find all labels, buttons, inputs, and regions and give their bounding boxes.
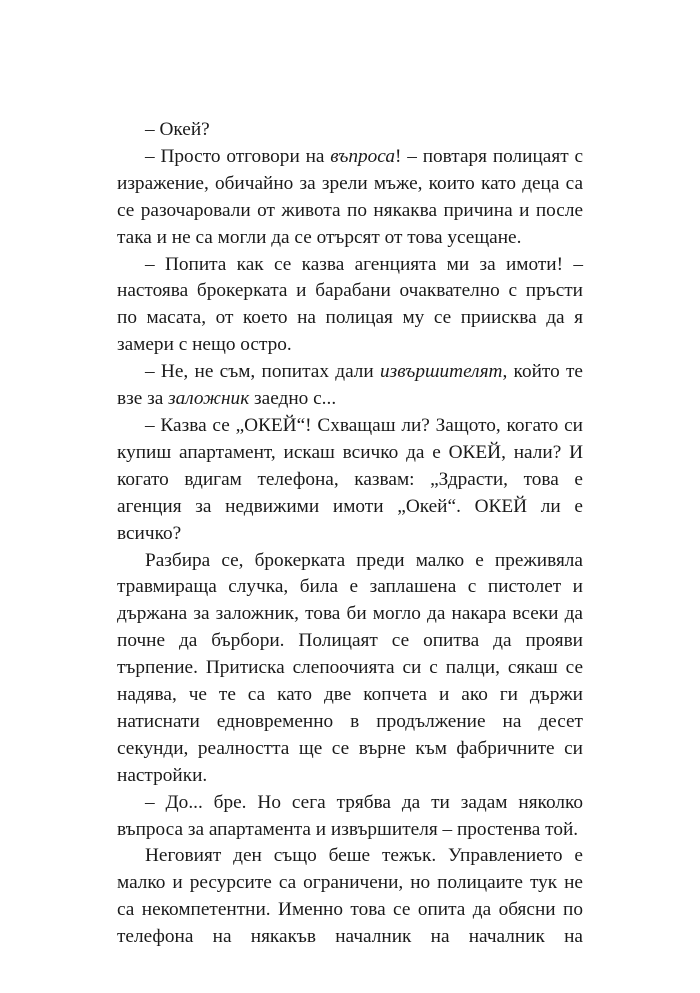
text-segment: – Казва се „ОКЕЙ“! Схващаш ли? Защото, когато си купиш апартамент, искаш всичко да е ОКЕЙ, нали? И когато вдигам телефона, казвам: „Здрасти, това е агенция за недвижими имоти „Окей“. ОКЕЙ ли е всичко?	[117, 414, 583, 544]
paragraph	[117, 359, 583, 413]
text-segment: – Окей?	[145, 119, 210, 140]
body-text	[117, 117, 583, 951]
text-segment: – Не, не съм, попитах дали	[145, 361, 381, 383]
paragraph-continued	[117, 843, 583, 951]
paragraph	[117, 252, 583, 360]
text-segment: – Попита как се казва агенцията ми за имоти! – настоява брокерката и барабани очаквателно с пръсти по масата, от което на полицая му се приисква да я замери с нещо остро.	[117, 253, 583, 356]
emphasis-text: въпроса	[330, 145, 396, 167]
paragraph	[117, 144, 583, 252]
text-segment: – До... бре. Но сега трябва да ти задам няколко въпроса за апартамента и извършителя – простенва той.	[117, 791, 583, 840]
text-segment: Неговият ден също беше тежък. Управлението е малко и ресурсите са ограничени, но полицаите тук не са некомпетентни. Именно това се опита да обясни по телефона на някакъв началник на началник на	[117, 845, 583, 948]
text-segment: Разбира се, брокерката преди малко е преживяла травмираща случка, била е заплашена с пистолет и държана за заложник, това би могло да накара всеки да почне да бърбори. Полицаят се опитва да прояви търпение. Притиска слепоочията си с палци, сякаш се надява, че те са като две копчета и ако ги държи натиснати едновременно в продължение на десет секунди, реалността ще се върне към фабричните си настройки.	[117, 549, 583, 786]
text-segment: заедно с...	[249, 388, 337, 410]
text-segment: – Просто отговори на	[145, 145, 331, 167]
emphasis-text: заложник	[168, 388, 250, 410]
paragraph	[117, 790, 583, 844]
paragraph	[117, 413, 583, 548]
emphasis-text: извършителят	[380, 361, 503, 383]
text-segment: , който те взе за	[117, 361, 583, 410]
paragraph	[117, 117, 583, 144]
text-segment: ! – повтаря полицаят с изражение, обичайно за зрели мъже, които като деца са се разочаровали от живота по някаква причина и после така и не са могли да се отърсят от това усещане.	[117, 145, 583, 248]
paragraph	[117, 548, 583, 790]
